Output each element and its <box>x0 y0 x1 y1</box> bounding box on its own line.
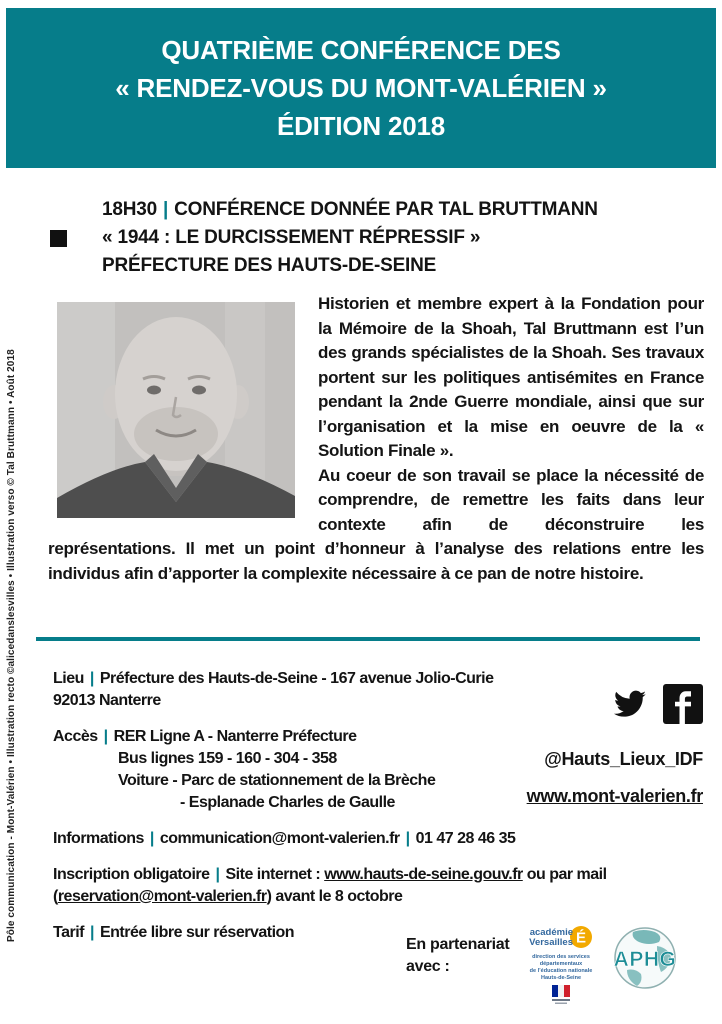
paren-open: ( <box>53 888 58 905</box>
partners-intro-line-2: avec : <box>406 958 450 975</box>
header-line-2: « RENDEZ-VOUS DU MONT-VALÉRIEN » <box>115 72 607 103</box>
pipe-separator: | <box>163 199 169 220</box>
social-column <box>488 684 703 807</box>
pipe-separator: | <box>89 670 94 687</box>
facebook-icon[interactable] <box>663 684 703 729</box>
bio-section <box>48 292 704 586</box>
website-link[interactable]: www.mont-valerien.fr <box>526 786 703 806</box>
partners-intro <box>406 934 509 978</box>
academie-sub-4: Hauts-de-Seine <box>541 975 582 981</box>
academie-sub-3: de l’éducation nationale <box>530 968 593 974</box>
acces-line-3: Voiture - Parc de stationnement de la Brèche <box>118 772 436 789</box>
acces-rer: RER Ligne A - Nanterre Préfecture <box>113 728 357 745</box>
contact-email: communication@mont-valerien.fr <box>159 830 400 847</box>
acces-line-4: - Esplanade Charles de Gaulle <box>180 794 395 811</box>
portrait-illustration <box>57 302 295 518</box>
event-title-block <box>102 196 702 280</box>
lieu-line-2: 92013 Nanterre <box>53 692 161 709</box>
academie-line-2: Versailles <box>529 937 574 948</box>
pipe-separator: | <box>89 924 94 941</box>
pipe-separator: | <box>215 866 220 883</box>
event-section <box>50 196 702 280</box>
inscription-line-1 <box>53 864 607 886</box>
pipe-separator: | <box>149 830 154 847</box>
event-subtitle: « 1944 : LE DURCISSEMENT RÉPRESSIF » <box>102 227 481 248</box>
twitter-handle[interactable]: @Hauts_Lieux_IDF <box>544 749 703 769</box>
credits-vertical-text: Pôle communication - Mont-Valérien • Illustration recto ©alicedanslesvilles • Illustration verso © Tal Bruttmann • Août 2018 <box>6 349 17 942</box>
inscription-post: ou par mail <box>526 866 607 883</box>
acces-line-1 <box>53 726 523 748</box>
acces-line-2: Bus lignes 159 - 160 - 304 - 358 <box>118 750 337 767</box>
french-flag-icon <box>552 985 570 1004</box>
tarif-label: Tarif <box>53 924 84 941</box>
tarif-value: Entrée libre sur réservation <box>99 924 295 941</box>
event-time: 18H30 <box>102 199 157 220</box>
bio-paragraph-2: Au coeur de son travail se place la nécessité de comprendre, de remettre les faits dans leur contexte afin de déconstruire les représentations. Il met un point d’honneur à l’analyse des relations entre les individus afin d’apporter la complexite nécessaire à ce pan de notre histoire. <box>48 465 704 583</box>
inscription-pre: Site internet : <box>225 866 321 883</box>
event-time-line <box>102 196 702 224</box>
teal-divider <box>36 637 700 641</box>
lieu-block <box>53 668 523 712</box>
event-location: PRÉFECTURE DES HAUTS-DE-SEINE <box>102 255 437 276</box>
lieu-address: Préfecture des Hauts-de-Seine - 167 avenue Jolio-Curie <box>99 670 494 687</box>
aphg-text: APHG <box>614 948 677 971</box>
pipe-separator: | <box>103 728 108 745</box>
bio-paragraph-1: Historien et membre expert à la Fondation pour la Mémoire de la Shoah, Tal Bruttmann est l’un des grands spécialistes de la Shoah. Ses travaux portent sur les politiques antisémites en France pendant la 2nde Guerre mondiale, ainsi que sur l’organisation et la mise en oeuvre de la « Solution Finale ». <box>318 294 704 460</box>
academie-badge-letter: É <box>576 929 587 947</box>
partners-section <box>406 924 677 1015</box>
informations-line <box>53 828 523 850</box>
twitter-icon[interactable] <box>611 688 649 725</box>
header-line-3: ÉDITION 2018 <box>276 110 446 141</box>
academie-sub-2: départementaux <box>540 961 583 967</box>
inscription-deadline: ) avant le 8 octobre <box>266 888 403 905</box>
portrait-photo <box>57 302 295 518</box>
lieu-label: Lieu <box>53 670 84 687</box>
header-banner <box>6 8 716 168</box>
contact-phone: 01 47 28 46 35 <box>415 830 516 847</box>
aphg-logo <box>613 924 677 997</box>
informations-block <box>53 828 523 850</box>
academie-versailles-logo <box>527 924 595 1015</box>
inscription-label: Inscription obligatoire <box>53 866 210 883</box>
lieu-line-1 <box>53 668 523 690</box>
reservation-mail-link[interactable]: reservation@mont-valerien.fr <box>57 888 267 905</box>
partners-intro-line-1: En partenariat <box>406 936 510 953</box>
header-line-1: QUATRIÈME CONFÉRENCE DES <box>161 34 561 65</box>
pipe-separator: | <box>405 830 410 847</box>
inscription-block <box>53 864 607 908</box>
academie-sub-1: direction des services <box>532 954 591 960</box>
informations-label: Informations <box>53 830 144 847</box>
event-title: CONFÉRENCE DONNÉE PAR TAL BRUTTMANN <box>174 199 598 220</box>
acces-label: Accès <box>53 728 98 745</box>
social-icons-row <box>488 684 703 729</box>
academie-line-1: académie <box>530 927 574 938</box>
bullet-square-icon <box>50 230 67 247</box>
site-internet-link[interactable]: www.hauts-de-seine.gouv.fr <box>324 866 523 883</box>
acces-block <box>53 726 523 814</box>
inscription-line-2 <box>53 886 523 908</box>
